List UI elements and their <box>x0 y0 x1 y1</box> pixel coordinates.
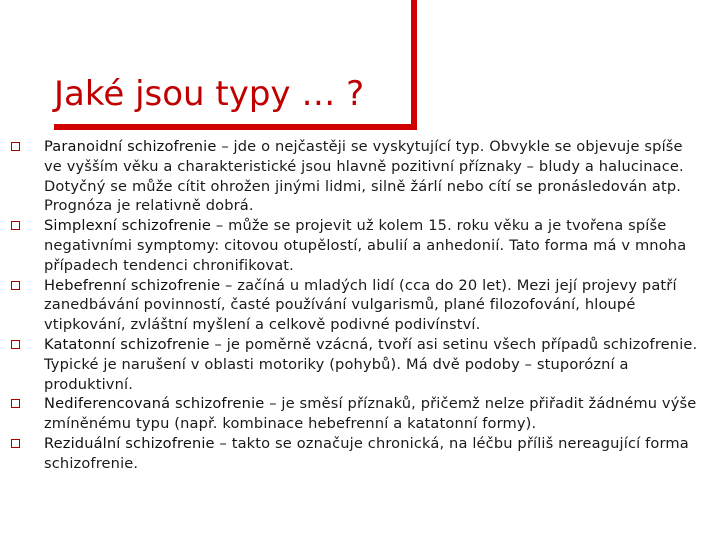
item-term: Simplexní schizofrenie <box>44 217 212 235</box>
hollow-square-icon <box>11 399 20 408</box>
hollow-square-icon <box>11 221 20 230</box>
item-term: Katatonní schizofrenie <box>44 335 210 353</box>
hollow-square-icon <box>11 142 20 151</box>
hollow-square-icon <box>11 340 20 349</box>
item-text: – může se projevit už kolem 15. roku věku a je tvořena spíše negativními symptomy: citovou otupělostí, abulií a anhedonií. Tato forma má v mnoha případech tendenci chronifikovat. <box>44 217 687 274</box>
item-text: – je poměrně vzácná, tvoří asi setinu všech případů schizofrenie. Typické je narušení v oblasti motoriky (pohybů). Má dvě podoby – stuporózní a produktivní. <box>44 335 698 393</box>
list-item <box>0 434 720 474</box>
list-item <box>0 276 720 335</box>
list-item <box>0 137 720 216</box>
slide-title: Jaké jsou typy … ? <box>54 74 365 114</box>
title-accent-horizontal-rule <box>54 124 414 130</box>
list-item <box>0 216 720 275</box>
item-term: Reziduální schizofrenie <box>44 434 215 452</box>
item-term: Hebefrenní schizofrenie <box>44 276 221 294</box>
item-term: Paranoidní schizofrenie <box>44 138 217 155</box>
item-text: – začíná u mladých lidí (cca do 20 let). Mezi její projevy patří zanedbávání povinností, časté používání vulgarismů, plané filozofování, hloupé vtipkování, zvláštní myšlení a celkově podivné podivínství. <box>44 276 677 334</box>
item-term: Nediferencovaná schizofrenie <box>44 395 265 413</box>
hollow-square-icon <box>11 281 20 290</box>
item-text: – je směsí příznaků, přičemž nelze přiřadit žádnému výše zmíněnému typu (např. kombinace hebefrenní a katatonní formy). <box>44 395 697 433</box>
item-text: – takto se označuje chronická, na léčbu příliš nereagující forma schizofrenie. <box>44 434 689 472</box>
title-accent-vertical-rule <box>411 0 417 130</box>
hollow-square-icon <box>11 439 20 448</box>
list-item <box>0 394 720 434</box>
bullet-list <box>0 137 720 474</box>
item-text: – jde o nejčastěji se vyskytující typ. Obvykle se objevuje spíše ve vyšším věku a charakteristické jsou hlavně pozitivní příznaky – bludy a halucinace. Dotyčný se může cítit ohrožen jinými lidmi, silně žárlí nebo cítí se pronásledován atp. Prognóza je relativně dobrá. <box>44 138 684 215</box>
list-item <box>0 335 720 394</box>
